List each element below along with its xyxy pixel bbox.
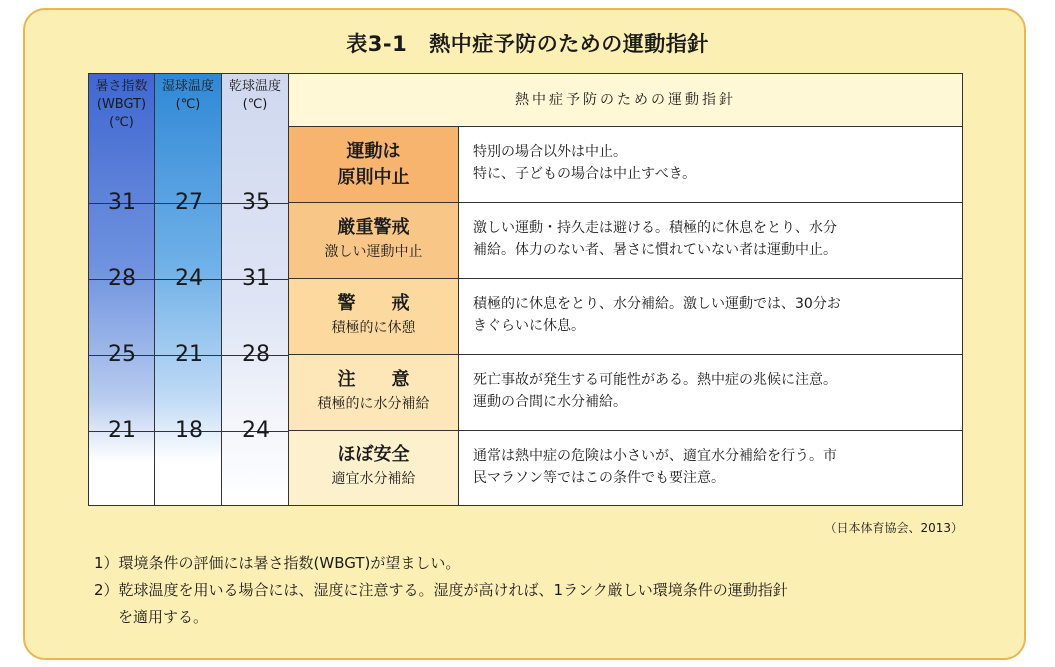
wbgt-value: 25 — [108, 342, 136, 367]
category-cell — [289, 431, 459, 505]
footnote: 1）環境条件の評価には暑さ指数(WBGT)が望ましい。 — [94, 554, 461, 572]
wet-value: 21 — [175, 342, 203, 367]
category-name: 運動は — [346, 141, 401, 162]
table-title-text: 熱中症予防のための運動指針 — [429, 32, 709, 56]
footnote-continuation: を適用する。 — [118, 608, 209, 626]
category-name: 厳重警戒 — [337, 217, 410, 238]
wet-value: 27 — [175, 190, 203, 215]
wet-value: 24 — [175, 266, 203, 291]
source-citation: （日本体育協会、2013） — [824, 521, 963, 535]
category-name: 原則中止 — [337, 167, 410, 188]
wbgt-header: 暑さ指数 (WBGT) (℃) — [95, 79, 148, 130]
wbgt-value: 28 — [108, 266, 136, 291]
dry-value: 24 — [242, 418, 270, 443]
category-name: ほぼ安全 — [337, 444, 410, 465]
guideline-header: 熱中症予防のための運動指針 — [289, 74, 962, 127]
category-cell — [289, 355, 459, 431]
guideline-description: 積極的に休息をとり、水分補給。激しい運動では、30分お きぐらいに休息。 — [459, 279, 962, 355]
category-subtitle: 激しい運動中止 — [324, 244, 423, 260]
dry-value: 28 — [242, 342, 270, 367]
category-subtitle: 積極的に水分補給 — [317, 396, 430, 412]
category-cell — [289, 279, 459, 355]
category-cell — [289, 203, 459, 279]
category-name: 警 戒 — [337, 293, 410, 314]
footnote: 2）乾球温度を用いる場合には、湿度に注意する。湿度が高ければ、1ランク厳しい環境条件の運動指針 — [94, 581, 788, 599]
wet-bulb-header: 湿球温度 (℃) — [161, 79, 214, 112]
dry-bulb-header: 乾球温度 (℃) — [228, 79, 281, 112]
guideline-description: 激しい運動・持久走は避ける。積極的に休息をとり、水分 補給。体力のない者、暑さに慣れていない者は運動中止。 — [459, 203, 962, 279]
category-subtitle: 積極的に休憩 — [331, 320, 416, 336]
guideline-description: 特別の場合以外は中止。 特に、子どもの場合は中止すべき。 — [459, 127, 962, 203]
table-title — [0, 28, 1055, 58]
table-number: 表3-1 — [346, 32, 408, 56]
guideline-table — [88, 73, 963, 506]
category-subtitle: 適宜水分補給 — [331, 471, 416, 487]
wbgt-value: 31 — [108, 190, 136, 215]
category-name: 注 意 — [337, 369, 410, 390]
wet-value: 18 — [175, 418, 203, 443]
guideline-description: 通常は熱中症の危険は小さいが、適宜水分補給を行う。市 民マラソン等ではこの条件でも要注意。 — [459, 431, 962, 505]
dry-value: 31 — [242, 266, 270, 291]
guideline-description: 死亡事故が発生する可能性がある。熱中症の兆候に注意。 運動の合間に水分補給。 — [459, 355, 962, 431]
category-cell — [289, 127, 459, 203]
wbgt-value: 21 — [108, 418, 136, 443]
dry-value: 35 — [242, 190, 270, 215]
